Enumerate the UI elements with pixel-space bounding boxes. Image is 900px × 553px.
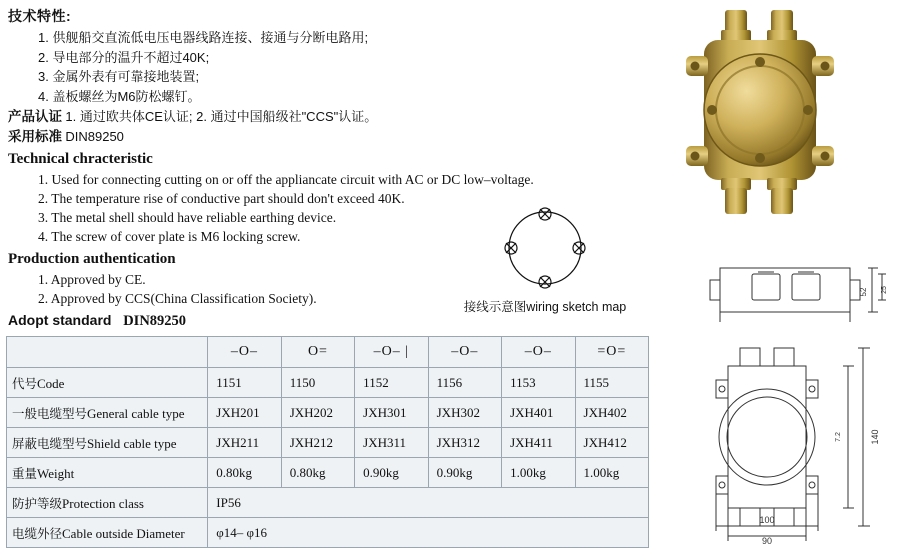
list-item: 1. Approved by CE. [38, 272, 146, 287]
row-label [7, 398, 208, 428]
row-label [7, 488, 208, 518]
wiring-sketch-figure [440, 200, 650, 315]
svg-text:52: 52 [859, 287, 868, 297]
row-label-en: Protection class [62, 495, 144, 511]
specification-table [6, 336, 649, 548]
symbol-text: –O– [524, 344, 552, 359]
symbol-text: –O– [373, 344, 401, 359]
list-item: 2. Approved by CCS(China Classification Society). [38, 291, 317, 306]
cell: JXH301 [355, 398, 428, 428]
table-row-diameter [7, 518, 649, 548]
diameter-value: φ14– φ16 [208, 518, 649, 548]
row-label-en: Cable outside Diameter [62, 525, 185, 541]
row-label-en: Code [37, 375, 65, 391]
symbol-cell [355, 337, 428, 368]
wiring-sketch-icon [485, 200, 605, 295]
row-label [7, 458, 208, 488]
top-view-drawing [700, 250, 890, 330]
row-label-cn: 一般电缆型号 [12, 406, 88, 421]
cell: 1156 [428, 368, 501, 398]
tech-heading-cn: 技术特性: [8, 8, 72, 24]
cell: 1152 [355, 368, 428, 398]
svg-text:100: 100 [759, 515, 775, 525]
cell: 1150 [281, 368, 354, 398]
symbol-cell [428, 337, 501, 368]
cell: 1151 [208, 368, 281, 398]
cell: JXH302 [428, 398, 501, 428]
row-label-en: Weight [37, 465, 75, 481]
symbol-text: –O– [451, 344, 479, 359]
table-row [7, 368, 649, 398]
junction-box-photo-illustration [668, 4, 896, 232]
row-label-en: General cable type [87, 405, 185, 421]
wiring-sketch-caption: 接线示意图wiring sketch map [463, 300, 627, 314]
certification-value-cn: 1. 通过欧共体CE认证; 2. 通过中国船级社"CCS"认证。 [65, 109, 378, 124]
cell: JXH401 [502, 398, 575, 428]
row-label [7, 518, 208, 548]
svg-text:25: 25 [881, 286, 888, 294]
table-row-protection [7, 488, 649, 518]
cell: JXH402 [575, 398, 648, 428]
list-item: 4. The screw of cover plate is M6 locking screw. [38, 229, 301, 244]
cell: 1153 [502, 368, 575, 398]
cell: 0.90kg [428, 458, 501, 488]
tech-list-cn [8, 28, 648, 106]
cell: 1155 [575, 368, 648, 398]
table-row-symbols [7, 337, 649, 368]
svg-text:90: 90 [761, 536, 773, 545]
standard-label-cn: 采用标准 [8, 129, 62, 144]
row-label-en: Shield cable type [87, 435, 177, 451]
svg-text:140: 140 [870, 429, 880, 445]
certification-row-cn [8, 107, 648, 126]
symbol-text: =O= [597, 344, 627, 359]
cell: JXH411 [502, 428, 575, 458]
symbol-mark: | [405, 344, 410, 359]
auth-heading-en: Production authentication [8, 251, 176, 267]
protection-value: IP56 [208, 488, 649, 518]
list-item: 2. The temperature rise of conductive part should don't exceed 40K. [38, 191, 405, 206]
cell: JXH312 [428, 428, 501, 458]
list-item: 1. Used for connecting cutting on or off the appliancate circuit with AC or DC low–voltage. [38, 172, 534, 187]
symbol-cell [281, 337, 354, 368]
row-label-cn: 电缆外径 [12, 526, 63, 541]
row-label [7, 428, 208, 458]
list-item: 3. 金属外表有可靠接地装置; [38, 69, 200, 84]
cell: 0.80kg [208, 458, 281, 488]
cell: JXH202 [281, 398, 354, 428]
table-row [7, 458, 649, 488]
cell: JXH211 [208, 428, 281, 458]
cell: JXH201 [208, 398, 281, 428]
cell: 1.00kg [502, 458, 575, 488]
row-label-cn: 防护等级 [12, 496, 63, 511]
cell: 1.00kg [575, 458, 648, 488]
standard-row-cn [8, 127, 648, 146]
symbol-cell [575, 337, 648, 368]
symbol-text: O= [307, 344, 328, 359]
cell: JXH311 [355, 428, 428, 458]
cell: 0.80kg [281, 458, 354, 488]
symbol-cell [502, 337, 575, 368]
row-label-cn: 重量 [12, 466, 38, 481]
standard-value-cn: DIN89250 [65, 129, 124, 144]
symbol-text: –O– [230, 344, 259, 359]
top-view-icon [700, 250, 890, 330]
cell: 0.90kg [355, 458, 428, 488]
row-label [7, 368, 208, 398]
front-view-icon [688, 340, 893, 545]
svg-text:7.2: 7.2 [835, 432, 842, 442]
row-label-cn: 代号 [12, 376, 38, 391]
symbol-row-blank [7, 337, 208, 368]
tech-heading-en: Technical chracteristic [8, 151, 153, 167]
list-item: 2. 导电部分的温升不超过40K; [38, 49, 210, 65]
adopt-standard-value: DIN89250 [123, 313, 187, 329]
symbol-cell [208, 337, 281, 368]
adopt-standard-label: Adopt standard [8, 312, 112, 328]
list-item: 4. 盖板螺丝为M6防松螺钉。 [38, 88, 201, 104]
list-item: 3. The metal shell should have reliable earthing device. [38, 210, 337, 225]
table-row [7, 428, 649, 458]
table-row [7, 398, 649, 428]
list-item: 1. 供舰船交直流低电压电器线路连接、接通与分断电路用; [38, 30, 369, 45]
front-view-drawing [688, 340, 893, 545]
cell: JXH212 [281, 428, 354, 458]
certification-label-cn: 产品认证 [8, 109, 62, 124]
cell: JXH412 [575, 428, 648, 458]
row-label-cn: 屏蔽电缆型号 [12, 436, 88, 451]
product-photo [668, 4, 896, 232]
